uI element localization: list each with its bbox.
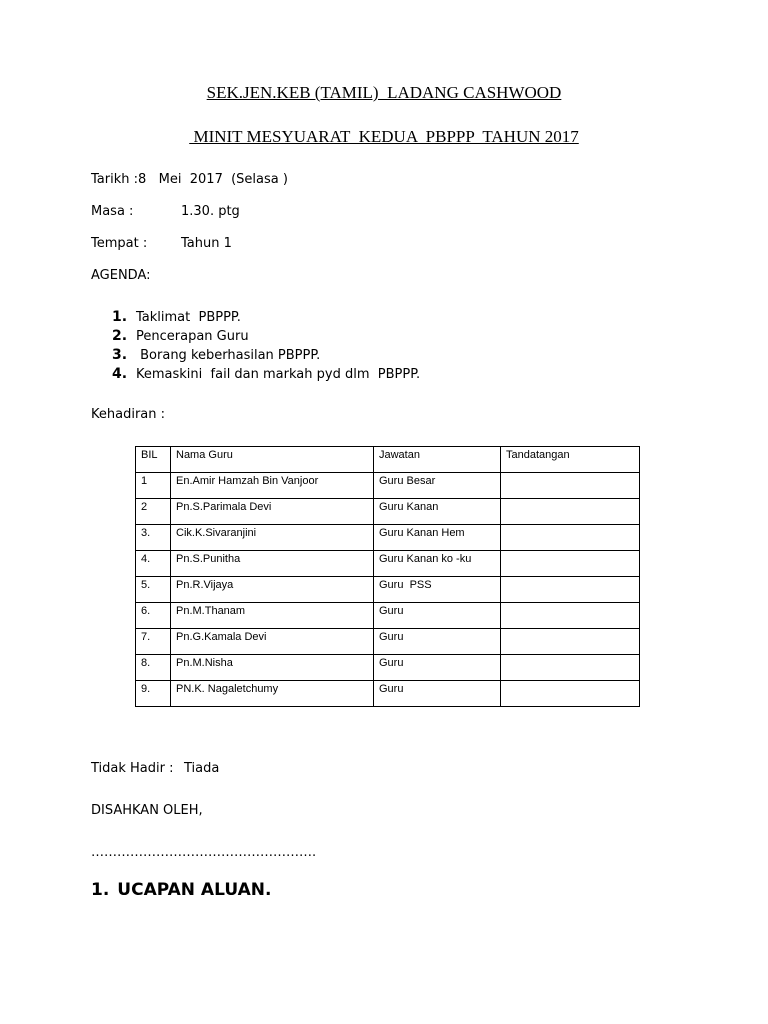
cell-tandatangan xyxy=(501,525,640,551)
cell-nama: Pn.R.Vijaya xyxy=(171,577,374,603)
meeting-title: MINIT MESYUARAT KEDUA PBPPP TAHUN 2017 xyxy=(189,127,579,146)
cell-jawatan: Guru xyxy=(374,603,501,629)
cell-bil: 4. xyxy=(136,551,171,577)
signature-line: ……………………………………………. xyxy=(91,845,317,860)
cell-jawatan: Guru Kanan xyxy=(374,499,501,525)
agenda-number: 1. xyxy=(112,309,128,325)
section-title: UCAPAN ALUAN. xyxy=(117,880,272,900)
cell-bil: 8. xyxy=(136,655,171,681)
cell-nama: PN.K. Nagaletchumy xyxy=(171,681,374,707)
table-row xyxy=(136,577,640,603)
school-title: SEK.JEN.KEB (TAMIL) LADANG CASHWOOD xyxy=(206,83,562,102)
agenda-item xyxy=(112,328,420,347)
agenda-list xyxy=(112,309,420,385)
cell-nama: Cik.K.Sivaranjini xyxy=(171,525,374,551)
table-row xyxy=(136,681,640,707)
table-row xyxy=(136,473,640,499)
table-row xyxy=(136,551,640,577)
cell-bil: 9. xyxy=(136,681,171,707)
cell-nama: Pn.M.Nisha xyxy=(171,655,374,681)
cell-jawatan: Guru xyxy=(374,629,501,655)
cell-tandatangan xyxy=(501,629,640,655)
agenda-label: AGENDA: xyxy=(91,268,151,283)
cell-bil: 6. xyxy=(136,603,171,629)
table-header-row xyxy=(136,447,640,473)
cell-bil: 2 xyxy=(136,499,171,525)
agenda-number: 2. xyxy=(112,328,128,344)
cell-tandatangan xyxy=(501,655,640,681)
cell-jawatan: Guru Kanan ko -ku xyxy=(374,551,501,577)
time-value: 1.30. ptg xyxy=(181,204,240,219)
header-bil: BIL xyxy=(136,447,171,473)
cell-bil: 5. xyxy=(136,577,171,603)
agenda-item xyxy=(112,309,420,328)
table-row xyxy=(136,655,640,681)
table-row xyxy=(136,603,640,629)
cell-jawatan: Guru Kanan Hem xyxy=(374,525,501,551)
place-label: Tempat : xyxy=(91,236,148,251)
section-heading xyxy=(91,880,271,900)
cell-jawatan: Guru PSS xyxy=(374,577,501,603)
agenda-number: 4. xyxy=(112,366,128,382)
header-jawatan: Jawatan xyxy=(374,447,501,473)
cell-nama: Pn.G.Kamala Devi xyxy=(171,629,374,655)
attendance-label: Kehadiran : xyxy=(91,407,166,422)
agenda-text: Kemaskini fail dan markah pyd dlm PBPPP. xyxy=(136,367,421,382)
cell-tandatangan xyxy=(501,473,640,499)
table-row xyxy=(136,499,640,525)
date-line: Tarikh :8 Mei 2017 (Selasa ) xyxy=(91,172,288,187)
cell-tandatangan xyxy=(501,681,640,707)
agenda-item xyxy=(112,366,420,385)
cell-nama: Pn.S.Punitha xyxy=(171,551,374,577)
cell-tandatangan xyxy=(501,603,640,629)
place-value: Tahun 1 xyxy=(181,236,232,251)
table-row xyxy=(136,629,640,655)
agenda-text: Borang keberhasilan PBPPP. xyxy=(136,348,321,363)
cell-tandatangan xyxy=(501,577,640,603)
agenda-text: Taklimat PBPPP. xyxy=(136,310,241,325)
agenda-text: Pencerapan Guru xyxy=(136,329,249,344)
approved-label: DISAHKAN OLEH, xyxy=(91,803,203,818)
cell-bil: 3. xyxy=(136,525,171,551)
cell-tandatangan xyxy=(501,499,640,525)
cell-jawatan: Guru Besar xyxy=(374,473,501,499)
absent-value: Tiada xyxy=(184,761,220,776)
cell-jawatan: Guru xyxy=(374,681,501,707)
agenda-number: 3. xyxy=(112,347,128,363)
cell-nama: Pn.S.Parimala Devi xyxy=(171,499,374,525)
cell-bil: 7. xyxy=(136,629,171,655)
header-nama-guru: Nama Guru xyxy=(171,447,374,473)
agenda-item xyxy=(112,347,420,366)
cell-jawatan: Guru xyxy=(374,655,501,681)
header-tandatangan: Tandatangan xyxy=(501,447,640,473)
cell-tandatangan xyxy=(501,551,640,577)
section-number: 1. xyxy=(91,880,110,900)
table-row xyxy=(136,525,640,551)
cell-nama: Pn.M.Thanam xyxy=(171,603,374,629)
cell-bil: 1 xyxy=(136,473,171,499)
attendance-table xyxy=(135,446,640,707)
cell-nama: En.Amir Hamzah Bin Vanjoor xyxy=(171,473,374,499)
absent-label: Tidak Hadir : xyxy=(91,761,174,776)
time-label: Masa : xyxy=(91,204,134,219)
